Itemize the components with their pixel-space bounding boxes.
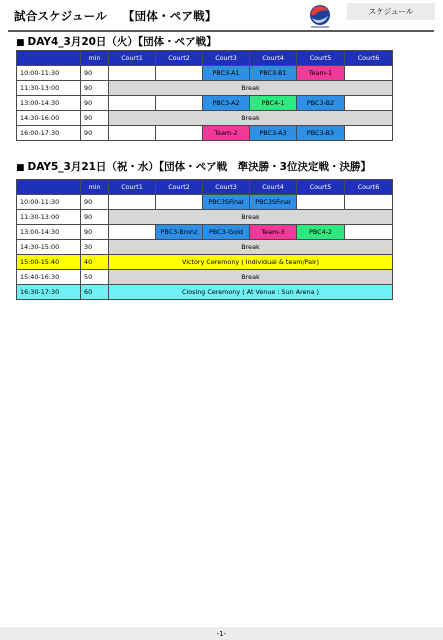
court3-cell: PBC3-Gold [203, 225, 250, 240]
court5-cell [297, 195, 345, 210]
time-cell: 10:00-11:30 [17, 195, 81, 210]
table-row [17, 240, 393, 255]
court2-cell [156, 195, 203, 210]
court2-cell: PBC3-Bronz [156, 225, 203, 240]
break-cell: Break [109, 210, 393, 225]
header-court2: Court2 [156, 51, 203, 66]
court4-cell: PBC3-B1 [250, 66, 297, 81]
court3-cell: Team-2 [203, 126, 250, 141]
min-cell: 90 [81, 96, 109, 111]
court6-cell [345, 126, 393, 141]
table-row [17, 225, 393, 240]
header-court1: Court1 [109, 180, 156, 195]
min-cell: 90 [81, 81, 109, 96]
table-row [17, 126, 393, 141]
header-court6: Court6 [345, 51, 393, 66]
court2-cell [156, 96, 203, 111]
court3-cell: PBC3SFinal [203, 195, 250, 210]
time-cell: 15:00-15:40 [17, 255, 81, 270]
day4-schedule-table [16, 50, 393, 141]
header-court3: Court3 [203, 51, 250, 66]
min-cell: 60 [81, 285, 109, 300]
court6-cell [345, 225, 393, 240]
break-cell: Break [109, 81, 393, 96]
min-cell: 30 [81, 240, 109, 255]
min-cell: 90 [81, 111, 109, 126]
closing-ceremony-cell: Closing Ceremony ( At Venue : Sun Arena ) [109, 285, 393, 300]
page-subtitle: 【団体・ペア戦】 [122, 9, 217, 23]
page-number: -1- [216, 630, 227, 638]
court6-cell [345, 66, 393, 81]
victory-ceremony-cell: Victory Ceremony ( Individual & team/Pair) [109, 255, 393, 270]
min-cell: 90 [81, 195, 109, 210]
header-divider [8, 30, 434, 32]
court1-cell [109, 126, 156, 141]
court5-cell: PBC3-B3 [297, 126, 345, 141]
table-row [17, 96, 393, 111]
court3-cell: PBC3-A1 [203, 66, 250, 81]
day5-title: DAY5_3月21日（祝・水）【団体・ペア戦 準決勝・3位決定戦・決勝】 [27, 161, 371, 173]
court3-cell: PBC3-A2 [203, 96, 250, 111]
table-row [17, 210, 393, 225]
table-row [17, 195, 393, 210]
header-court3: Court3 [203, 180, 250, 195]
break-cell: Break [109, 111, 393, 126]
time-cell: 16:00-17:30 [17, 126, 81, 141]
table-row [17, 66, 393, 81]
day4-heading [16, 34, 217, 49]
header-court6: Court6 [345, 180, 393, 195]
time-cell: 15:40-16:30 [17, 270, 81, 285]
min-cell: 40 [81, 255, 109, 270]
table-row [17, 81, 393, 96]
min-cell: 90 [81, 126, 109, 141]
bullet-square-icon: ■ [16, 38, 25, 48]
break-cell: Break [109, 240, 393, 255]
event-logo-icon [307, 3, 333, 29]
time-cell: 11:30-13:00 [17, 81, 81, 96]
court6-cell [345, 96, 393, 111]
table-row [17, 255, 393, 270]
header-court4: Court4 [250, 51, 297, 66]
schedule-tag: スケジュール [347, 3, 435, 20]
page-title [14, 8, 217, 24]
time-cell: 11:30-13:00 [17, 210, 81, 225]
header-court2: Court2 [156, 180, 203, 195]
court5-cell: Team-1 [297, 66, 345, 81]
court1-cell [109, 66, 156, 81]
time-cell: 16:30-17:30 [17, 285, 81, 300]
day5-heading [16, 159, 371, 174]
table-header-row [17, 180, 393, 195]
header-court5: Court5 [297, 51, 345, 66]
table-row [17, 285, 393, 300]
bullet-square-icon: ■ [16, 163, 25, 173]
time-cell: 10:00-11:30 [17, 66, 81, 81]
table-header-row [17, 51, 393, 66]
header-min: min [81, 51, 109, 66]
break-cell: Break [109, 270, 393, 285]
min-cell: 50 [81, 270, 109, 285]
day4-title: DAY4_3月20日（火）【団体・ペア戦】 [27, 36, 217, 48]
court4-cell: Team-3 [250, 225, 297, 240]
time-cell: 14:30-15:00 [17, 240, 81, 255]
min-cell: 90 [81, 225, 109, 240]
time-cell: 13:00-14:30 [17, 225, 81, 240]
court5-cell: PBC3-B2 [297, 96, 345, 111]
time-cell: 13:00-14:30 [17, 96, 81, 111]
court2-cell [156, 66, 203, 81]
header-min: min [81, 180, 109, 195]
header-court1: Court1 [109, 51, 156, 66]
header-time [17, 180, 81, 195]
court4-cell: PBC3-A3 [250, 126, 297, 141]
court5-cell: PBC4-2 [297, 225, 345, 240]
court2-cell [156, 126, 203, 141]
table-row [17, 111, 393, 126]
court1-cell [109, 225, 156, 240]
court1-cell [109, 195, 156, 210]
header-court4: Court4 [250, 180, 297, 195]
min-cell: 90 [81, 210, 109, 225]
header-court5: Court5 [297, 180, 345, 195]
time-cell: 14:30-16:00 [17, 111, 81, 126]
court1-cell [109, 96, 156, 111]
min-cell: 90 [81, 66, 109, 81]
court4-cell: PBC3SFinal [250, 195, 297, 210]
page-title-main: 試合スケジュール [14, 9, 107, 23]
table-row [17, 270, 393, 285]
court4-cell: PBC4-1 [250, 96, 297, 111]
court6-cell [345, 195, 393, 210]
header-time [17, 51, 81, 66]
day5-schedule-table [16, 179, 393, 300]
